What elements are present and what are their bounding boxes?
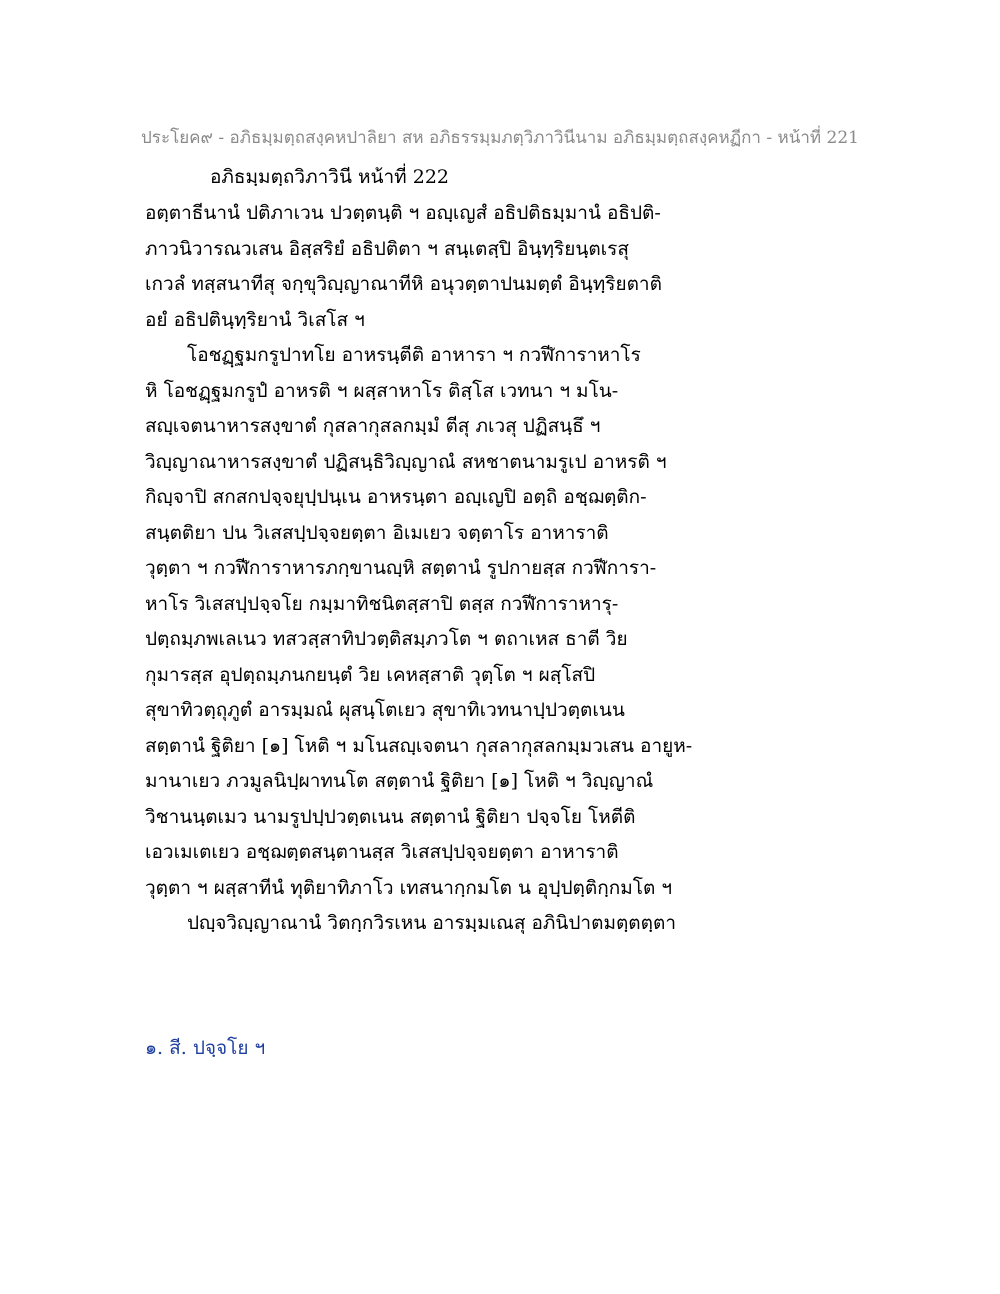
text-line: สนฺตติยา ปน วิเสสปฺปจฺจยตฺตา อิเมเยว จตฺตาโร อาหาราติ — [145, 521, 609, 544]
text-line: วิชานนฺตเมว นามรูปปฺปวตฺตเนน สตฺตานํ ฐิติยา ปจฺจโย โหตีติ — [145, 805, 636, 828]
main-text-block — [145, 196, 865, 942]
text-line: วุตฺตา ฯ กวฬีการาหารภกฺขานญฺหิ สตฺตานํ รูปกายสฺส กวฬีการา- — [145, 557, 657, 579]
text-line: สญฺเจตนาหารสงฺขาตํ กุสลากุสลกมฺมํ ตีสุ ภเวสุ ปฏิสนฺธึ ฯ — [145, 415, 601, 437]
text-line: ภาวนิวารณวเสน อิสฺสริยํ อธิปติตา ฯ สนฺเตสฺปิ อินฺทฺริยนฺตเรสุ — [145, 237, 629, 260]
text-line: หิ โอชฏฺฐมกรูปํ อาหรติ ฯ ผสฺสาหาโร ติสฺโส เวทนา ฯ มโน- — [145, 379, 619, 402]
text-line: ปตฺถมฺภพเลเนว ทสวสฺสาทิปวตฺติสมฺภวโต ฯ ตถาเหส ธาตี วิย — [145, 628, 628, 650]
text-line: เกวลํ ทสฺสนาทีสุ จกฺขุวิญฺญาณาทีหิ อนุวตฺตาปนมตฺตํ อินฺทฺริยตาติ — [145, 273, 662, 295]
footnote: ๑. สี. ปจฺจโย ฯ — [145, 1037, 266, 1059]
page-subheader: อภิธมฺมตฺถวิภาวินี หน้าที่ 222 — [210, 166, 449, 188]
running-header: ประโยค๙ - อภิธมฺมตฺถสงฺคหปาลิยา สห อภิธรรมฺมภตฺวิภาวินีนาม อภิธมฺมตฺถสงฺคหฏีกา - หน้าที่ 221 — [141, 128, 859, 148]
text-line: กุมารสฺส อุปตฺถมฺภนกยนฺตํ วิย เคหสฺสาติ วุตฺโต ฯ ผสฺโสปิ — [145, 663, 596, 686]
text-line: วิญฺญาณาหารสงฺขาตํ ปฏิสนฺธิวิญฺญาณํ สหชาตนามรูเป อาหรติ ฯ — [145, 450, 667, 473]
text-line: เอวเมเตเยว อชฺฌตฺตสนฺตานสฺส วิเสสปฺปจฺจยตฺตา อาหาราติ — [145, 841, 619, 863]
text-line: อยํ อธิปตินฺทฺริยานํ วิเสโส ฯ — [145, 308, 365, 331]
text-line: มานาเยว ภวมูลนิปฺผาทนโต สตฺตานํ ฐิติยา [๑] โหติ ฯ วิญฺญาณํ — [145, 770, 654, 792]
text-line: สุขาทิวตฺถุภูตํ อารมฺมณํ ผุสนฺโตเยว สุขาทิเวทนาปฺปวตฺตเนน — [145, 699, 625, 721]
text-line: หาโร วิเสสปฺปจฺจโย กมฺมาทิชนิตสฺสาปิ ตสฺส กวฬีการาหารุ- — [145, 592, 619, 615]
text-line: กิญฺจาปิ สกสกปจฺจยุปฺปนฺเน อาหรนฺตา อญฺเญปิ อตฺถิ อชฺฌตฺติก- — [145, 486, 647, 508]
paragraph-start-line: โอชฏฺฐมกรูปาทโย อาหรนฺตีติ อาหารา ฯ กวฬีการาหาโร — [187, 344, 641, 366]
paragraph-start-line: ปญฺจวิญฺญาณานํ วิตกฺกวิรเหน อารมฺมเณสุ อภินิปาตมตฺตตฺตา — [187, 912, 676, 934]
text-line: สตฺตานํ ฐิติยา [๑] โหติ ฯ มโนสญฺเจตนา กุสลากุสลกมฺมวเสน อายูห- — [145, 734, 693, 757]
text-line: อตฺตาธีนานํ ปติภาเวน ปวตฺตนฺติ ฯ อญฺเญสํ อธิปติธมฺมานํ อธิปติ- — [145, 202, 661, 224]
text-line: วุตฺตา ฯ ผสฺสาทีนํ ทุติยาทิภาโว เทสนากฺกมโต น อุปฺปตฺติกฺกมโต ฯ — [145, 876, 673, 899]
